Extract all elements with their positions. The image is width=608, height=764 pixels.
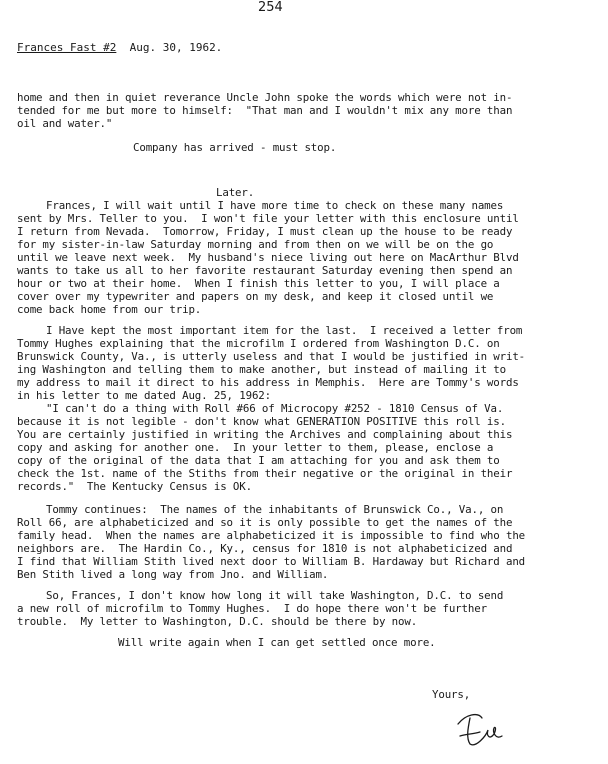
text-line: neighbors are. The Hardin Co., Ky., census for 1810 is not alphabeticized and	[17, 542, 513, 555]
header-date: Aug. 30, 1962.	[129, 41, 223, 54]
text-line: You are certainly justified in writing the Archives and complaining about this	[17, 428, 513, 441]
text-line: family head. When the names are alphabeticized it is impossible to find who the	[17, 529, 526, 542]
text-line: until we leave next week. My husband's niece living out here on MacArthur Blvd	[17, 251, 519, 264]
text-line: home and then in quiet reverance Uncle John spoke the words which were not in-	[17, 91, 513, 104]
text-line: in his letter to me dated Aug. 25, 1962:	[17, 389, 272, 402]
text-line: Tommy Hughes explaining that the microfilm I ordered from Washington D.C. on	[17, 337, 500, 350]
text-line: a new roll of microfilm to Tommy Hughes. I do hope there won't be further	[17, 602, 487, 615]
text-line: Ben Stith lived a long way from Jno. and William.	[17, 568, 329, 581]
text-line: Company has arrived - must stop.	[133, 141, 337, 154]
text-line: Tommy continues: The names of the inhabitants of Brunswick Co., Va., on	[46, 503, 504, 516]
text-line: cover over my typewriter and papers on my desk, and keep it closed until we	[17, 290, 494, 303]
text-line: I return from Nevada. Tomorrow, Friday, I must clean up the house to be ready	[17, 225, 513, 238]
letter-header	[17, 41, 222, 54]
text-line: tended for me but more to himself: "That man and I wouldn't mix any more than	[17, 104, 513, 117]
page-number: 254	[258, 0, 283, 15]
text-line: come back home from our trip.	[17, 303, 202, 316]
text-line: Roll 66, are alphabeticized and so it is only possible to get the names of the	[17, 516, 513, 529]
header-title: Frances Fast #2	[17, 41, 117, 54]
text-line: trouble. My letter to Washington, D.C. should be there by now.	[17, 615, 418, 628]
text-line: sent by Mrs. Teller to you. I won't file your letter with this enclosure until	[17, 212, 519, 225]
text-line: ing Washington and telling them to make another, but instead of mailing it to	[17, 363, 506, 376]
text-line: Later.	[216, 186, 255, 199]
text-line: oil and water."	[17, 117, 113, 130]
closing: Yours,	[432, 688, 471, 701]
text-line: for my sister-in-law Saturday morning and from then on we will be on the go	[17, 238, 494, 251]
text-line: hour or two at their home. When I finish this letter to you, I will place a	[17, 277, 500, 290]
text-line: Frances, I will wait until I have more time to check on these many names	[46, 199, 504, 212]
text-line: records." The Kentucky Census is OK.	[17, 480, 252, 493]
text-line: Will write again when I can get settled once more.	[118, 636, 436, 649]
text-line: check the 1st. name of the Stiths from their negative or the original in their	[17, 467, 513, 480]
text-line: "I can't do a thing with Roll #66 of Microcopy #252 - 1810 Census of Va.	[46, 402, 504, 415]
text-line: copy and asking for another one. In your letter to them, please, enclose a	[17, 441, 494, 454]
signature	[452, 706, 504, 750]
text-line: I find that William Stith lived next door to William B. Hardaway but Richard and	[17, 555, 526, 568]
text-line: copy of the original of the data that I am attaching for you and ask them to	[17, 454, 500, 467]
text-line: because it is not legible - don't know what GENERATION POSITIVE this roll is.	[17, 415, 506, 428]
text-line: Brunswick County, Va., is utterly useless and that I would be justified in writ-	[17, 350, 526, 363]
text-line: I Have kept the most important item for the last. I received a letter from	[46, 324, 523, 337]
text-line: wants to take us all to her favorite restaurant Saturday evening then spend an	[17, 264, 513, 277]
text-line: my address to mail it direct to his address in Memphis. Here are Tommy's words	[17, 376, 519, 389]
text-line: So, Frances, I don't know how long it will take Washington, D.C. to send	[46, 589, 504, 602]
